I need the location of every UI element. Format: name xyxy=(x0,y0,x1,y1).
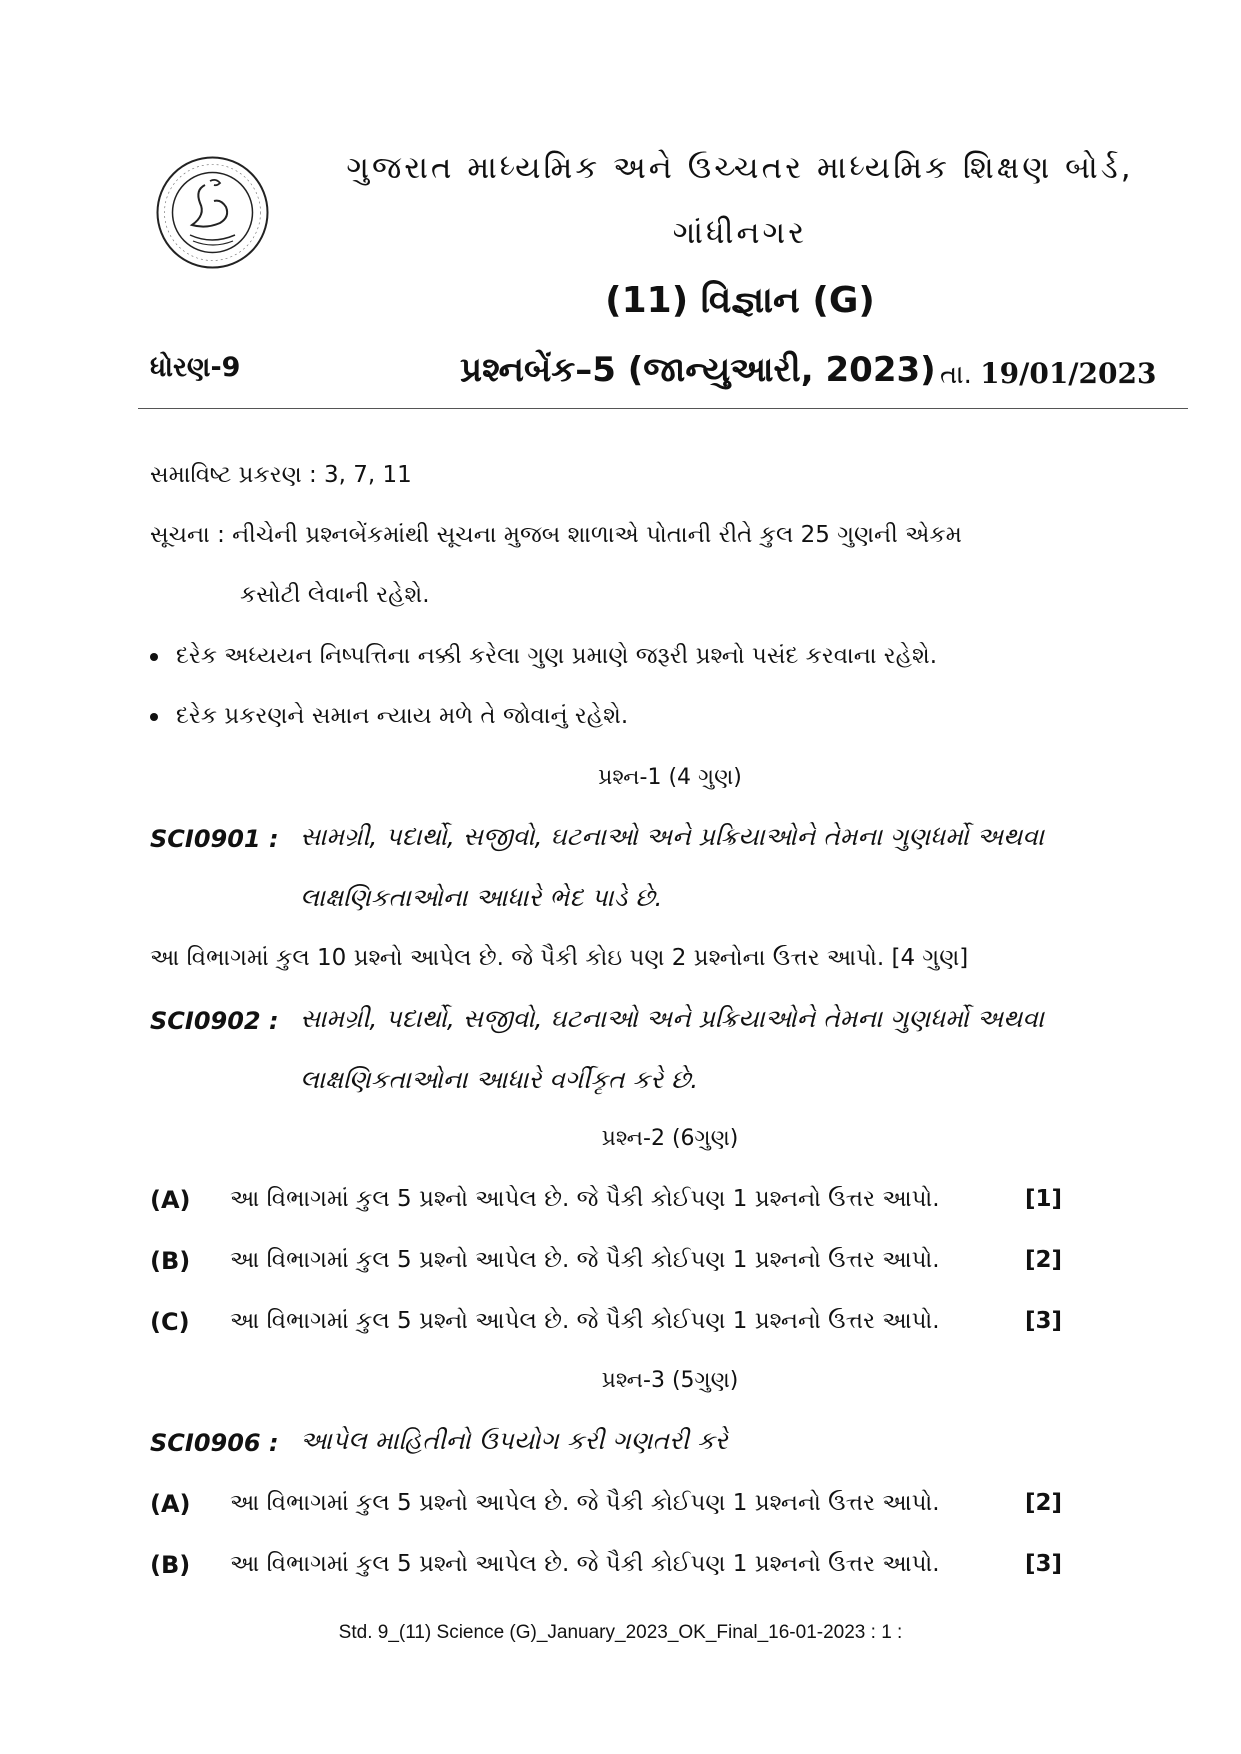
sci0902-line-1: સામગ્રી, પદાર્થો, સજીવો, ઘટનાઓ અને પ્રક્રિયાઓને તેમના ગુણધર્મો અથવા xyxy=(300,1004,1044,1033)
bullet-dot-icon xyxy=(150,653,158,661)
date-value: 19/01/2023 xyxy=(980,357,1157,390)
page-footer: Std. 9_(11) Science (G)_January_2023_OK_Final_16-01-2023 : 1 : xyxy=(338,1622,903,1643)
q1-instruction: આ વિભાગમાં કુલ 10 પ્રશ્નો આપેલ છે. જે પૈકી કોઇ પણ 2 પ્રશ્નોના ઉત્તર આપો. [4 ગુણ] xyxy=(150,945,969,971)
board-seal-swan-icon xyxy=(155,155,270,270)
q2-row-text: આ વિભાગમાં કુલ 5 પ્રશ્નો આપેલ છે. જે પૈકી કોઈપણ 1 પ્રશ્નનો ઉત્તર આપો. xyxy=(230,1308,940,1334)
sci0901-code: SCI0901 : xyxy=(150,825,279,853)
bullet-item xyxy=(150,703,628,729)
bullet-text: દરેક પ્રકરણને સમાન ન્યાય મળે તે જોવાનું રહેશે. xyxy=(176,703,629,729)
q3-row-marks: [3] xyxy=(1025,1551,1063,1577)
q3-row-marks: [2] xyxy=(1025,1490,1063,1516)
q3-row-label: (A) xyxy=(150,1490,191,1518)
q2-row-marks: [3] xyxy=(1025,1308,1063,1334)
board-logo xyxy=(155,155,270,270)
sci0902-code: SCI0902 : xyxy=(150,1007,279,1035)
q2-row-marks: [1] xyxy=(1025,1186,1063,1212)
q2-row-marks: [2] xyxy=(1025,1247,1063,1273)
chapters-line: સમાવિષ્ટ પ્રકરણ : 3, 7, 11 xyxy=(150,462,412,488)
bullet-text: દરેક અધ્યયન નિષ્પત્તિના નક્કી કરેલા ગુણ પ્રમાણે જરૂરી પ્રશ્નો પસંદ કરવાના રહેશે. xyxy=(176,643,938,669)
q3-row-label: (B) xyxy=(150,1551,191,1579)
question-bank-title: પ્રશ્નબેંક–5 (જાન્યુઆરી, 2023) xyxy=(460,350,936,390)
q2-row-label: (B) xyxy=(150,1247,191,1275)
standard-label: ધોરણ-9 xyxy=(150,352,241,383)
board-city: ગાંધીનગર xyxy=(672,215,808,251)
q2-row-label: (A) xyxy=(150,1186,191,1214)
sci0902-line-2: લાક્ષણિકતાઓના આધારે વર્ગીકૃત કરે છે. xyxy=(300,1065,699,1094)
q3-row-text: આ વિભાગમાં કુલ 5 પ્રશ્નો આપેલ છે. જે પૈકી કોઈપણ 1 પ્રશ્નનો ઉત્તર આપો. xyxy=(230,1490,940,1516)
q2-row-text: આ વિભાગમાં કુલ 5 પ્રશ્નો આપેલ છે. જે પૈકી કોઈપણ 1 પ્રશ્નનો ઉત્તર આપો. xyxy=(230,1186,940,1212)
bullet-item xyxy=(150,643,937,669)
date-block xyxy=(940,357,1156,391)
sci0901-line-2: લાક્ષણિકતાઓના આધારે ભેદ પાડે છે. xyxy=(300,883,663,912)
sci0901-line-1: સામગ્રી, પદાર્થો, સજીવો, ઘટનાઓ અને પ્રક્રિયાઓને તેમના ગુણધર્મો અથવા xyxy=(300,822,1044,851)
bullet-dot-icon xyxy=(150,713,158,721)
q3-heading: પ્રશ્ન-3 (5ગુણ) xyxy=(601,1368,739,1393)
sci0906-code: SCI0906 : xyxy=(150,1429,279,1457)
header-divider xyxy=(138,408,1188,409)
q2-row-label: (C) xyxy=(150,1308,190,1336)
q2-heading: પ્રશ્ન-2 (6ગુણ) xyxy=(601,1126,739,1151)
instruction-line-2: કસોટી લેવાની રહેશે. xyxy=(240,582,430,608)
q1-heading: પ્રશ્ન-1 (4 ગુણ) xyxy=(598,765,742,790)
q2-row-text: આ વિભાગમાં કુલ 5 પ્રશ્નો આપેલ છે. જે પૈકી કોઈપણ 1 પ્રશ્નનો ઉત્તર આપો. xyxy=(230,1247,940,1273)
date-prefix: તા. xyxy=(940,360,972,390)
q3-row-text: આ વિભાગમાં કુલ 5 પ્રશ્નો આપેલ છે. જે પૈકી કોઈપણ 1 પ્રશ્નનો ઉત્તર આપો. xyxy=(230,1551,940,1577)
sci0906-text: આપેલ માહિતીનો ઉપયોગ કરી ગણતરી કરે xyxy=(300,1426,728,1455)
instruction-line-1: સૂચના : નીચેની પ્રશ્નબેંકમાંથી સૂચના મુજબ શાળાએ પોતાની રીતે કુલ 25 ગુણની એકમ xyxy=(150,522,962,548)
subject-title: (11) વિજ્ઞાન (G) xyxy=(605,280,875,321)
board-title: ગુજરાત માધ્યમિક અને ઉચ્ચતર માધ્યમિક શિક્ષણ બોર્ડ, xyxy=(346,150,1134,186)
